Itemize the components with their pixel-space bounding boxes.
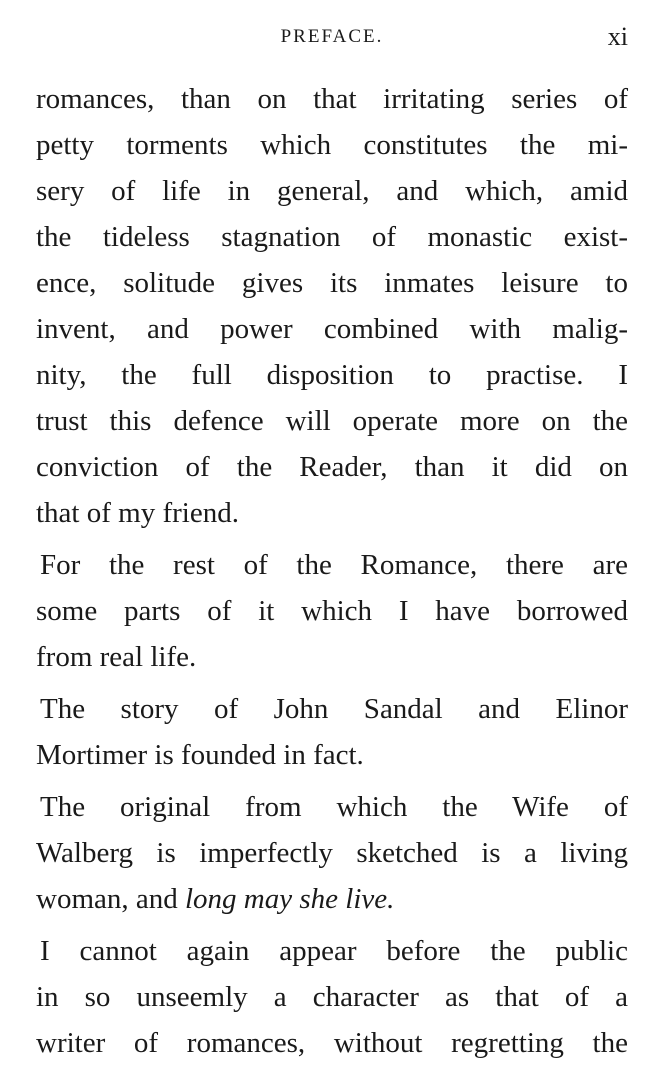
paragraph-1 bbox=[36, 76, 628, 536]
text-line: conviction of the Reader, than it did on bbox=[36, 451, 628, 483]
text-line: from real life. bbox=[36, 641, 197, 673]
text-line: ence, solitude gives its inmates leisure to bbox=[36, 267, 628, 299]
running-title: PREFACE. bbox=[280, 26, 384, 47]
paragraph-4 bbox=[36, 784, 628, 922]
text-line: trust this defence will operate more on the bbox=[36, 405, 628, 437]
text-line: The story of John Sandal and Elinor bbox=[40, 693, 628, 725]
text-line: that of my friend. bbox=[36, 497, 239, 529]
italic-phrase: long may she live. bbox=[185, 883, 395, 915]
text-run: woman, and bbox=[36, 883, 185, 915]
text-line: For the rest of the Romance, there are bbox=[40, 549, 628, 581]
paragraph-2 bbox=[36, 542, 628, 680]
text-line bbox=[36, 876, 628, 922]
text-line: I cannot again appear before the public bbox=[40, 935, 628, 967]
running-head bbox=[36, 22, 628, 52]
paragraph-5 bbox=[36, 928, 628, 1066]
text-line: in so unseemly a character as that of a bbox=[36, 981, 628, 1013]
text-line: Walberg is imperfectly sketched is a living bbox=[36, 837, 628, 869]
text-line: Mortimer is founded in fact. bbox=[36, 739, 364, 771]
body-text bbox=[36, 76, 628, 1066]
text-line: writer of romances, without regretting the bbox=[36, 1027, 628, 1059]
text-line: some parts of it which I have borrowed bbox=[36, 595, 628, 627]
text-line: romances, than on that irritating series of bbox=[36, 83, 628, 115]
text-line: The original from which the Wife of bbox=[40, 791, 628, 823]
page-number: xi bbox=[607, 22, 628, 51]
text-line: sery of life in general, and which, amid bbox=[36, 175, 628, 207]
text-line: petty torments which constitutes the mi- bbox=[36, 129, 628, 161]
text-line: nity, the full disposition to practise. I bbox=[36, 359, 628, 391]
text-line: invent, and power combined with malig- bbox=[36, 313, 628, 345]
paragraph-3 bbox=[36, 686, 628, 778]
text-line: the tideless stagnation of monastic exist- bbox=[36, 221, 628, 253]
